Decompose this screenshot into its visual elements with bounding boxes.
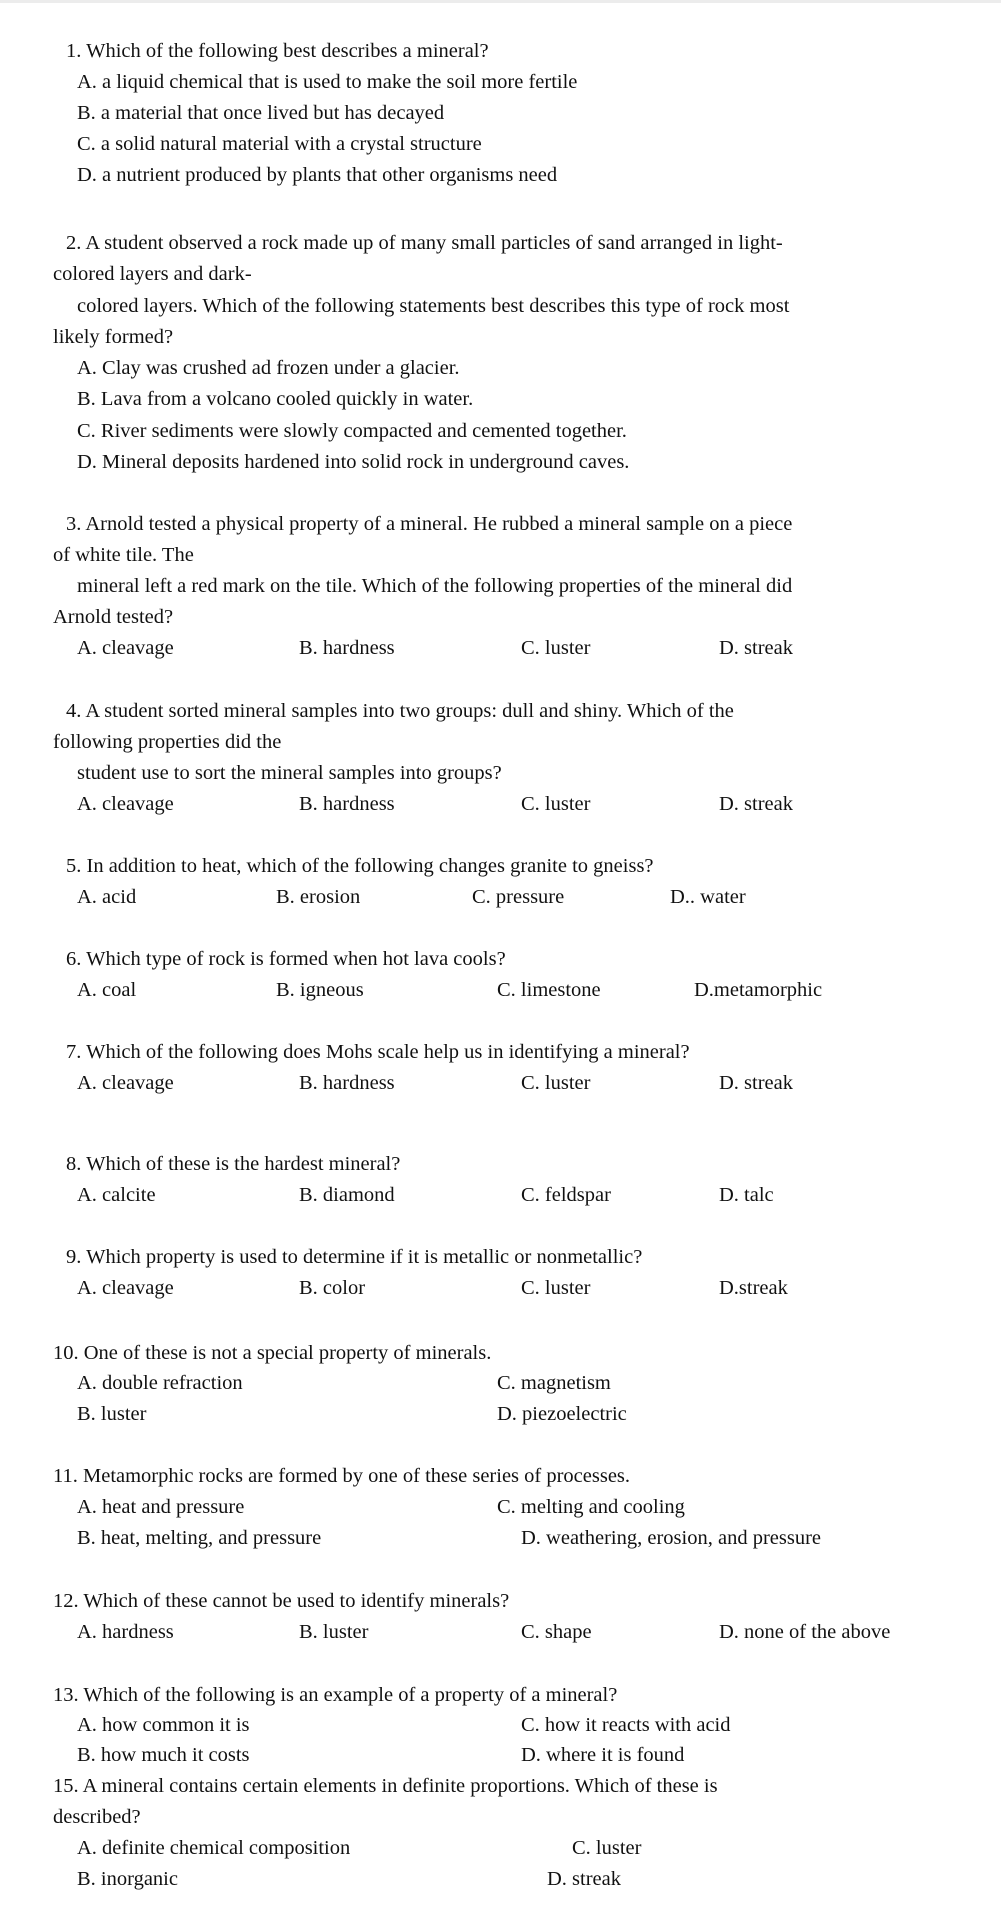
question-10-option-c: C. magnetism	[497, 1372, 611, 1394]
question-15-option-d: D. streak	[547, 1868, 622, 1890]
question-10-option-d: D. piezoelectric	[497, 1403, 627, 1425]
question-15-option-c: C. luster	[572, 1837, 642, 1859]
question-12-option-c: C. shape	[521, 1621, 592, 1643]
question-6-option-a: A. coal	[77, 979, 137, 1001]
question-4-stem-line-3: student use to sort the mineral samples into groups?	[77, 762, 502, 784]
question-5-option-a: A. acid	[77, 886, 137, 908]
question-9-option-a: A. cleavage	[77, 1277, 174, 1299]
question-3-stem-line-2: of white tile. The	[53, 544, 194, 566]
question-2-option-c: C. River sediments were slowly compacted and cemented together.	[77, 420, 627, 442]
question-15-option-b: B. inorganic	[77, 1868, 178, 1890]
question-7-option-b: B. hardness	[299, 1072, 395, 1094]
question-7-option-d: D. streak	[719, 1072, 794, 1094]
question-3-option-a: A. cleavage	[77, 637, 174, 659]
question-12-option-b: B. luster	[299, 1621, 369, 1643]
question-11-option-a: A. heat and pressure	[77, 1496, 245, 1518]
question-13-option-b: B. how much it costs	[77, 1744, 250, 1766]
question-2-option-d: D. Mineral deposits hardened into solid rock in underground caves.	[77, 451, 630, 473]
question-4-stem-line-2: following properties did the	[53, 731, 282, 753]
question-8-stem: 8. Which of these is the hardest mineral?	[66, 1153, 401, 1175]
question-8-option-b: B. diamond	[299, 1184, 395, 1206]
question-7-option-c: C. luster	[521, 1072, 591, 1094]
question-9-option-b: B. color	[299, 1277, 366, 1299]
question-8-option-c: C. feldspar	[521, 1184, 611, 1206]
question-1-option-a: A. a liquid chemical that is used to make the soil more fertile	[77, 71, 578, 93]
question-11-option-d: D. weathering, erosion, and pressure	[521, 1527, 822, 1549]
question-3-option-c: C. luster	[521, 637, 591, 659]
question-6-stem: 6. Which type of rock is formed when hot lava cools?	[66, 948, 506, 970]
question-3-stem-line-3: mineral left a red mark on the tile. Which of the following properties of the mineral did	[77, 575, 793, 597]
question-12-option-d: D. none of the above	[719, 1621, 891, 1643]
question-4-option-d: D. streak	[719, 793, 794, 815]
question-6-option-c: C. limestone	[497, 979, 601, 1001]
question-2-stem-line-2: colored layers and dark-	[53, 263, 252, 285]
question-10-option-a: A. double refraction	[77, 1372, 243, 1394]
question-2-option-b: B. Lava from a volcano cooled quickly in water.	[77, 388, 474, 410]
question-15-stem-line-2: described?	[53, 1806, 141, 1828]
question-12-option-a: A. hardness	[77, 1621, 174, 1643]
question-6-option-b: B. igneous	[276, 979, 364, 1001]
question-3-option-b: B. hardness	[299, 637, 395, 659]
question-12-stem: 12. Which of these cannot be used to identify minerals?	[53, 1590, 510, 1612]
question-3-stem-line-4: Arnold tested?	[53, 606, 174, 628]
question-9-stem: 9. Which property is used to determine if it is metallic or nonmetallic?	[66, 1246, 643, 1268]
question-4-option-b: B. hardness	[299, 793, 395, 815]
question-7-option-a: A. cleavage	[77, 1072, 174, 1094]
question-2-stem-line-3: colored layers. Which of the following statements best describes this type of rock most	[77, 295, 790, 317]
question-1-option-b: B. a material that once lived but has decayed	[77, 102, 445, 124]
question-11-option-b: B. heat, melting, and pressure	[77, 1527, 322, 1549]
question-10-stem: 10. One of these is not a special property of minerals.	[53, 1342, 492, 1364]
question-7-stem: 7. Which of the following does Mohs scale help us in identifying a mineral?	[66, 1041, 690, 1063]
question-9-option-c: C. luster	[521, 1277, 591, 1299]
question-4-option-c: C. luster	[521, 793, 591, 815]
question-5-option-b: B. erosion	[276, 886, 361, 908]
question-4-option-a: A. cleavage	[77, 793, 174, 815]
question-5-stem: 5. In addition to heat, which of the following changes granite to gneiss?	[66, 855, 654, 877]
question-5-option-d: D.. water	[670, 886, 746, 908]
question-1-option-c: C. a solid natural material with a crystal structure	[77, 133, 482, 155]
question-3-option-d: D. streak	[719, 637, 794, 659]
question-13-option-d: D. where it is found	[521, 1744, 685, 1766]
question-5-option-c: C. pressure	[472, 886, 565, 908]
question-8-option-d: D. talc	[719, 1184, 774, 1206]
question-8-option-a: A. calcite	[77, 1184, 156, 1206]
question-2-option-a: A. Clay was crushed ad frozen under a glacier.	[77, 357, 460, 379]
question-2-stem-line-1: 2. A student observed a rock made up of many small particles of sand arranged in light-	[66, 232, 783, 254]
question-1-option-d: D. a nutrient produced by plants that other organisms need	[77, 164, 558, 186]
question-3-stem-line-1: 3. Arnold tested a physical property of a mineral. He rubbed a mineral sample on a piece	[66, 513, 793, 535]
question-9-option-d: D.streak	[719, 1277, 788, 1299]
question-11-stem: 11. Metamorphic rocks are formed by one of these series of processes.	[53, 1465, 631, 1487]
question-6-option-d: D.metamorphic	[694, 979, 823, 1001]
question-15-stem-line-1: 15. A mineral contains certain elements in definite proportions. Which of these is	[53, 1775, 718, 1797]
question-11-option-c: C. melting and cooling	[497, 1496, 685, 1518]
question-13-option-a: A. how common it is	[77, 1714, 250, 1736]
page-top-border	[0, 0, 1001, 3]
question-13-option-c: C. how it reacts with acid	[521, 1714, 731, 1736]
question-15-option-a: A. definite chemical composition	[77, 1837, 351, 1859]
question-4-stem-line-1: 4. A student sorted mineral samples into two groups: dull and shiny. Which of the	[66, 700, 734, 722]
question-1-stem: 1. Which of the following best describes a mineral?	[66, 40, 489, 62]
question-13-stem: 13. Which of the following is an example of a property of a mineral?	[53, 1684, 618, 1706]
question-2-stem-line-4: likely formed?	[53, 326, 174, 348]
question-10-option-b: B. luster	[77, 1403, 147, 1425]
